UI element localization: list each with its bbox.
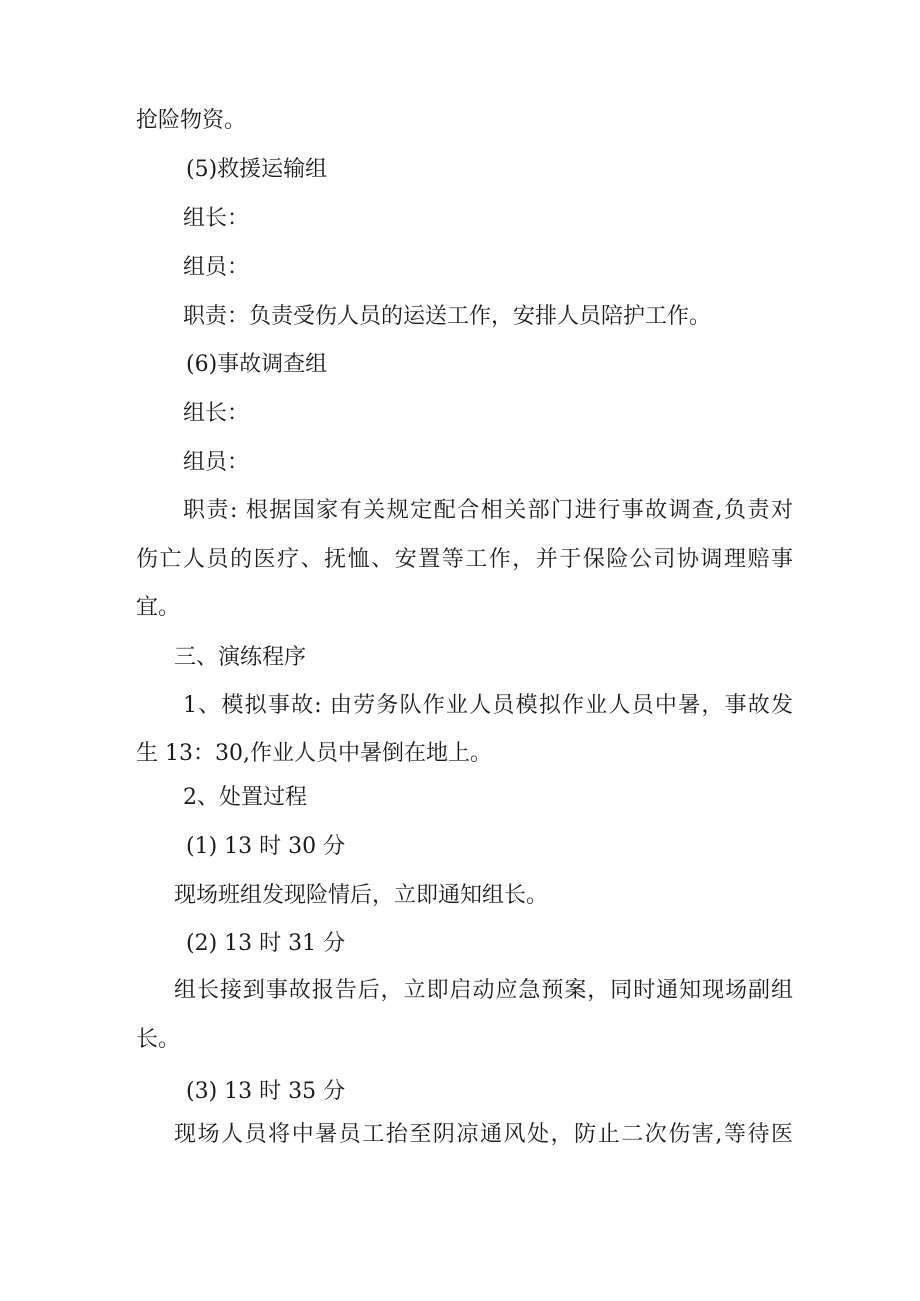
paragraph-line: 1、模拟事故: 由劳务队作业人员模拟作业人员中暑，事故发 (183, 693, 793, 718)
group-member-label: 组员： (183, 255, 250, 280)
paragraph-line: 组长接到事故报告后，立即启动应急预案，同时通知现场副组 (174, 978, 793, 1003)
paragraph-line: 抢险物资。 (136, 108, 247, 133)
time-entry: (3) 13 时 35 分 (186, 1079, 346, 1104)
group-leader-label: 组长： (183, 401, 250, 426)
paragraph-line: 伤亡人员的医疗、抚恤、安置等工作，并于保险公司协调理赔事 (136, 547, 793, 572)
paragraph-line: 长。 (136, 1027, 181, 1052)
section-heading: (6)事故调查组 (186, 352, 328, 377)
paragraph-line: 现场班组发现险情后，立即通知组长。 (174, 883, 549, 908)
paragraph-line: 现场人员将中暑员工抬至阴凉通风处，防止二次伤害,等待医 (174, 1122, 793, 1147)
paragraph-line: 生 13：30,作业人员中暑倒在地上。 (136, 741, 492, 766)
chapter-heading: 三、演练程序 (174, 645, 307, 670)
duty-line: 职责: 根据国家有关规定配合相关部门进行事故调查,负责对 (183, 498, 793, 523)
time-entry: (2) 13 时 31 分 (186, 931, 346, 956)
group-leader-label: 组长： (183, 206, 250, 231)
section-heading: (5)救援运输组 (186, 157, 328, 182)
paragraph-line: 宜。 (136, 595, 181, 620)
subsection-heading: 2、处置过程 (183, 785, 307, 810)
time-entry: (1) 13 时 30 分 (186, 834, 346, 859)
group-member-label: 组员： (183, 450, 250, 475)
duty-line: 职责：负责受伤人员的运送工作，安排人员陪护工作。 (183, 304, 712, 329)
